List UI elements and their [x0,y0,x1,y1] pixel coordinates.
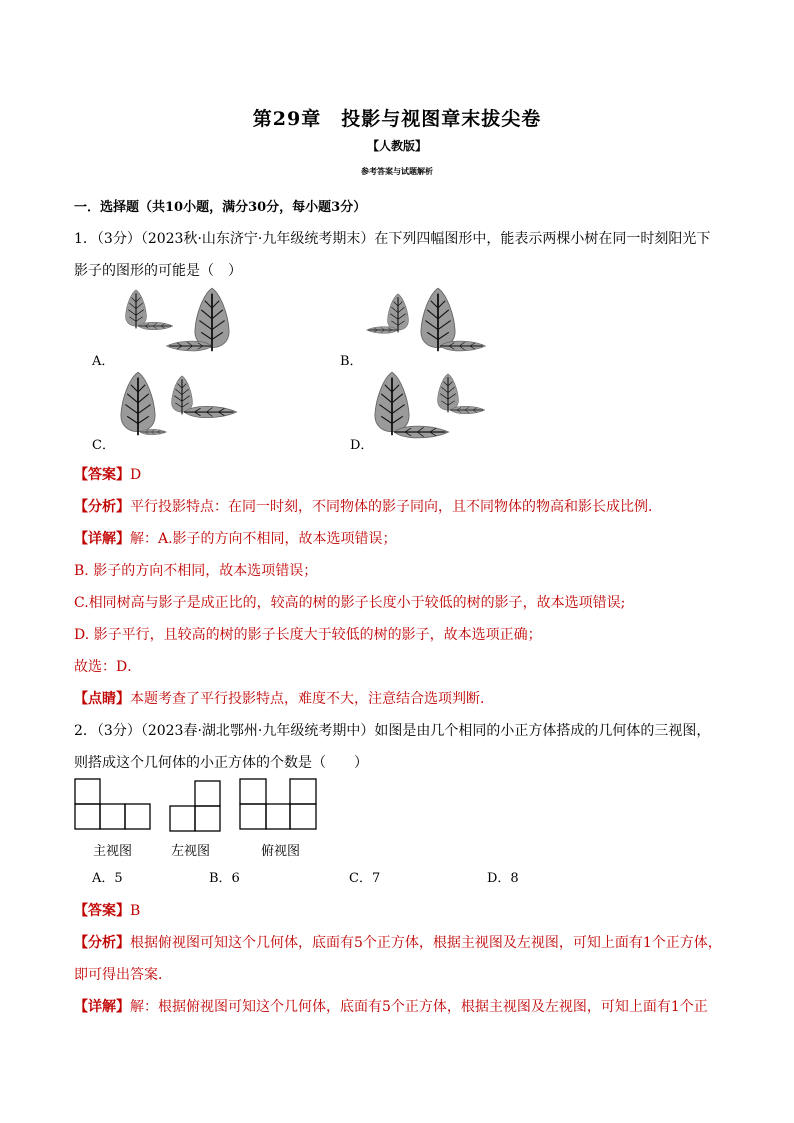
analysis-text: 平行投影特点：在同一时刻，不同物体的影子同向，且不同物体的物高和影长成比例． [130,499,662,515]
q2-option-c: C．7 [349,871,381,886]
detail-tag: 【详解】 [74,999,130,1015]
detail-text-a: 解：A.影子的方向不相同，故本选项错误； [130,531,397,547]
left-view-caption: 左视图 [171,844,211,859]
top-view-figure [239,778,321,832]
question-1-text-line2: 影子的图形的可能是（ ） [74,263,242,279]
q1-detail-c: C.相同树高与影子是成正比的，较高的树的影子长度小于较低的树的影子，故本选项错误; [74,595,626,611]
question-2-text-line2: 则搭成这个几何体的小正方体的个数是（ ） [74,755,368,771]
tall-tree-shadow [394,426,449,438]
small-tree-shadow [367,327,399,334]
question-2-text-line1: 2．（3分）（2023春·湖北鄂州·九年级统考期中）如图是由几个相同的小正方体搭成的几何体的三视图， [74,723,711,739]
answer-tag: 【答案】 [74,467,130,483]
analysis-tag: 【分析】 [74,499,130,515]
q2-detail [74,996,708,1016]
comment-text: 本题考查了平行投影特点，难度不大，注意结合选项判断． [130,691,494,707]
q1-answer [74,464,141,484]
detail-text-line1: 解：根据俯视图可知这个几何体，底面有5个正方体，根据主视图及左视图，可知上面有1个正 [130,999,708,1015]
page-title: 第29章 投影与视图章末拔尖卷 [252,108,542,130]
left-view-figure [169,778,225,834]
option-a-label: A． [92,354,115,369]
tall-tree-shadow [440,341,486,351]
tall-tree [121,372,155,435]
answer-value: D [130,467,142,483]
section-heading: 一．选择题（共10小题，满分30分，每小题3分） [74,200,367,215]
comment-tag: 【点睛】 [74,691,130,707]
small-tree [388,294,409,333]
small-tree-shadow [450,406,485,414]
detail-tag: 【详解】 [74,531,130,547]
front-view-figure [74,778,154,832]
q2-option-d: D．8 [487,871,519,886]
edition-label: 【人教版】 [366,139,427,153]
option-d-figure [370,372,510,452]
front-view-caption: 主视图 [93,844,133,859]
q1-analysis [74,496,662,516]
small-tree [126,290,147,329]
q2-answer [74,900,140,920]
analysis-tag: 【分析】 [74,935,130,951]
q1-detail-d: D. 影子平行，且较高的树的影子长度大于较低的树的影子，故本选项正确； [74,627,542,643]
answer-key-note: 参考答案与试题解析 [361,166,433,176]
q2-analysis [74,932,722,952]
q1-detail-b: B. 影子的方向不相同，故本选项错误； [74,563,318,579]
answer-value: B [130,903,141,919]
q1-choose: 故选：D． [74,659,142,675]
tall-tree [375,372,409,435]
q2-option-b: B．6 [209,871,240,886]
option-b-label: B． [340,354,363,369]
q2-option-a: A．5 [92,871,123,886]
option-b-figure [360,286,500,366]
option-d-label: D． [350,438,374,453]
tall-tree-shadow [140,429,167,435]
small-tree-shadow [184,406,237,417]
q1-comment [74,688,494,708]
answer-tag: 【答案】 [74,903,130,919]
analysis-text-line1: 根据俯视图可知这个几何体，底面有5个正方体，根据主视图及左视图，可知上面有1个正方体， [130,935,722,951]
option-a-figure [110,286,250,366]
option-c-figure [110,372,250,452]
q1-detail [74,528,397,548]
top-view-caption: 俯视图 [261,844,301,859]
option-c-label: C． [92,438,115,453]
small-tree-shadow [138,322,173,330]
q2-analysis-line2: 即可得出答案． [74,967,172,983]
tall-tree-shadow [167,341,213,351]
small-tree [438,374,459,413]
question-1-text-line1: 1．（3分）（2023秋·山东济宁·九年级统考期末）在下列四幅图形中，能表示两棵小树在同一时刻阳光下 [74,231,711,247]
